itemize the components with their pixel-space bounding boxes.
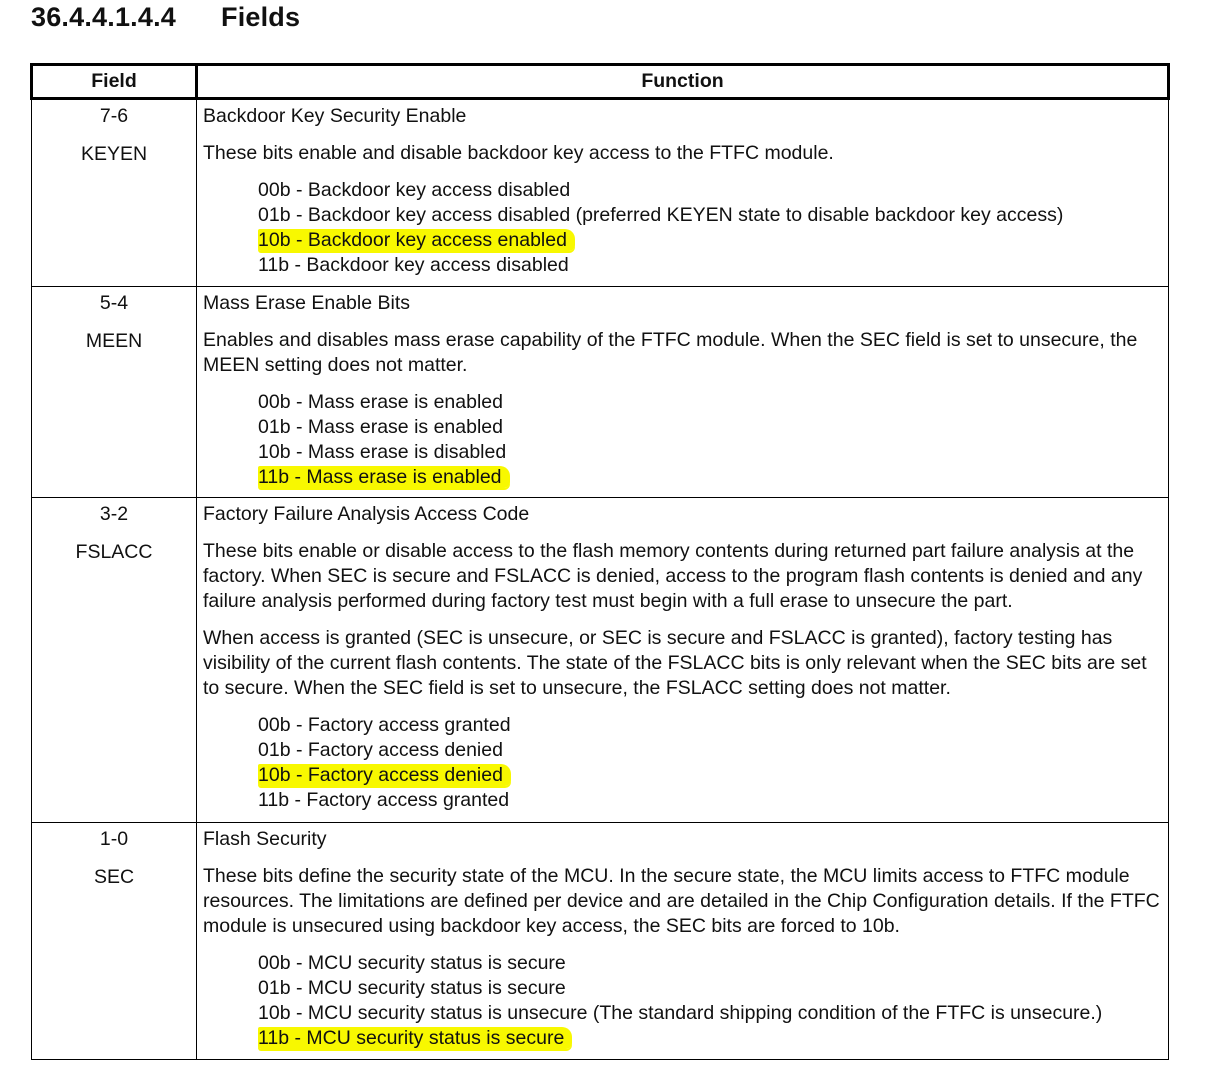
- field-name: KEYEN: [80, 143, 148, 165]
- field-bits: 3-2: [99, 503, 129, 525]
- option-item-highlighted: [258, 228, 1162, 253]
- option-item: 11b - Backdoor key access disabled: [258, 254, 569, 276]
- option-item: 01b - Backdoor key access disabled (preferred KEYEN state to disable backdoor key access): [258, 204, 1064, 226]
- function-cell: [197, 498, 1169, 823]
- highlight-mark: 10b - Factory access denied: [258, 764, 511, 786]
- option-item: 11b - Factory access granted: [258, 789, 510, 811]
- option-item-highlighted: [258, 465, 1162, 490]
- fields-table: [30, 63, 1170, 1060]
- field-cell: [32, 287, 197, 498]
- table-row: [32, 99, 1169, 287]
- table-row: [32, 823, 1169, 1060]
- field-cell: [32, 99, 197, 287]
- table-row: [32, 287, 1169, 498]
- option-item: 01b - MCU security status is secure: [258, 977, 566, 999]
- column-header-field: Field: [32, 65, 197, 99]
- highlight-mark: 11b - MCU security status is secure: [258, 1027, 572, 1049]
- field-name: SEC: [93, 866, 135, 888]
- option-item: 01b - Factory access denied: [258, 739, 503, 761]
- option-item: 00b - Backdoor key access disabled: [258, 179, 571, 201]
- field-name: MEEN: [85, 330, 143, 352]
- function-cell: [197, 287, 1169, 498]
- option-item: 10b - Mass erase is disabled: [258, 441, 507, 463]
- function-description: These bits enable or disable access to the flash memory contents during returned part failure analysis at the factory. When SEC is secure and FSLACC is denied, access to the program flash contents is denied and any failure analysis performed during factory test must begin with a full erase to unsecure the part.: [203, 540, 1143, 612]
- option-item-highlighted: [258, 763, 1162, 788]
- function-description: Enables and disables mass erase capability of the FTFC module. When the SEC field is set to unsecure, the MEEN setting does not matter.: [203, 329, 1138, 376]
- option-list: [203, 713, 1162, 813]
- function-cell: [197, 823, 1169, 1060]
- field-cell: [32, 823, 197, 1060]
- field-name: FSLACC: [75, 541, 153, 563]
- option-item-highlighted: [258, 1026, 1162, 1051]
- field-bits: 5-4: [99, 292, 129, 314]
- option-list: [203, 951, 1162, 1051]
- field-bits: 7-6: [99, 105, 129, 127]
- function-title: Backdoor Key Security Enable: [203, 105, 467, 127]
- field-cell: [32, 498, 197, 823]
- highlight-mark: 10b - Backdoor key access enabled: [258, 229, 575, 251]
- option-item: 10b - MCU security status is unsecure (The standard shipping condition of the FTFC is unsecure.): [258, 1002, 1103, 1024]
- option-list: [203, 178, 1162, 278]
- table-row: [32, 498, 1169, 823]
- field-bits: 1-0: [99, 828, 129, 850]
- function-description: These bits enable and disable backdoor key access to the FTFC module.: [203, 142, 834, 164]
- option-item: 00b - MCU security status is secure: [258, 952, 566, 974]
- table-header-row: [32, 65, 1169, 99]
- function-description: These bits define the security state of the MCU. In the secure state, the MCU limits access to FTFC module resources. The limitations are defined per device and are detailed in the Chip Configuration details. If the FTFC module is unsecured using backdoor key access, the SEC bits are forced to 10b.: [203, 865, 1160, 937]
- option-item: 01b - Mass erase is enabled: [258, 416, 503, 438]
- option-item: 00b - Factory access granted: [258, 714, 511, 736]
- option-list: [203, 390, 1162, 490]
- column-header-function: Function: [197, 65, 1169, 99]
- function-title: Factory Failure Analysis Access Code: [203, 503, 530, 525]
- function-cell: [197, 99, 1169, 287]
- section-title: Fields: [221, 2, 301, 32]
- function-title: Mass Erase Enable Bits: [203, 292, 411, 314]
- section-heading: [31, 2, 300, 33]
- highlight-mark: 11b - Mass erase is enabled: [258, 466, 510, 488]
- section-number: 36.4.4.1.4.4: [31, 2, 177, 32]
- option-item: 00b - Mass erase is enabled: [258, 391, 503, 413]
- function-title: Flash Security: [203, 828, 327, 850]
- function-description: When access is granted (SEC is unsecure, or SEC is secure and FSLACC is granted), factory testing has visibility of the current flash contents. The state of the FSLACC bits is only relevant when the SEC bits are set to secure. When the SEC field is set to unsecure, the FSLACC setting does not matter.: [203, 627, 1147, 699]
